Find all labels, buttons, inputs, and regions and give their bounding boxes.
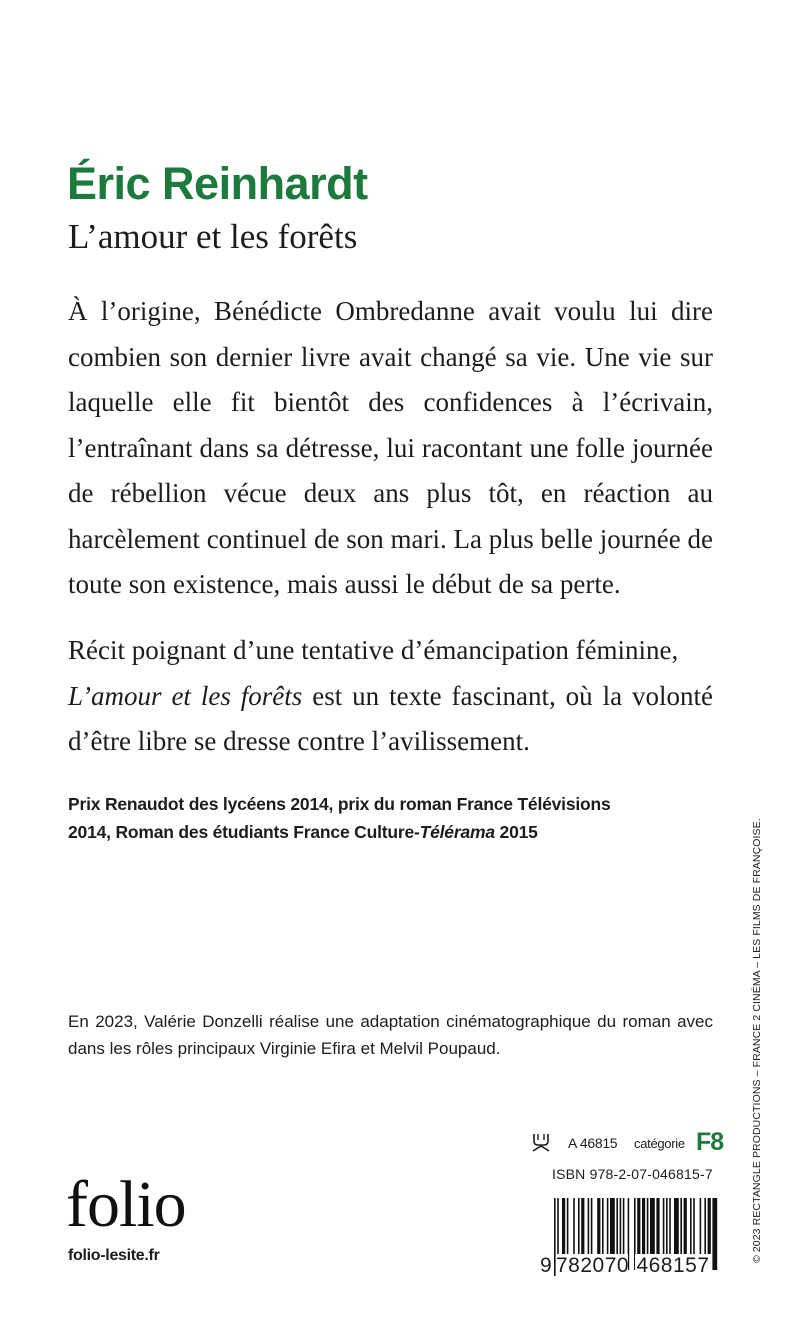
folio-logo: folio [66, 1168, 186, 1241]
blurb-paragraph-1: À l’origine, Bénédicte Ombredanne avait voulu lui dire combien son dernier livre avait changé sa vie. Une vie sur laquelle elle fit bientôt des confidences à l’écrivain, l’entraînant dans sa détresse, lui racontant une folle journée de rébellion vécue deux ans plus tôt, en réaction au harcèlement continuel de son mari. La plus belle journée de toute son existence, mais aussi le début de sa perte. [68, 296, 713, 599]
category-label: catégorie [634, 1136, 685, 1151]
prizes-line-1: Prix Renaudot des lycéens 2014, prix du roman France Télévisions [68, 794, 611, 814]
prizes-list [68, 790, 748, 846]
blurb-paragraph-2 [68, 628, 713, 765]
category-code: F8 [696, 1128, 724, 1156]
isbn-number: ISBN 978-2-07-046815-7 [552, 1166, 713, 1182]
author-name: Éric Reinhardt [67, 158, 368, 209]
prizes-telerama: Télérama [419, 822, 495, 842]
publisher-website: folio-lesite.fr [68, 1247, 160, 1264]
prizes-line-2-end: 2015 [494, 822, 538, 842]
prizes-line-2-start: 2014, Roman des étudiants France Culture- [68, 822, 420, 842]
publisher-mark-icon [530, 1131, 552, 1153]
product-code: A 46815 [568, 1135, 618, 1151]
blurb-book-title-italic: L’amour et les forêts [68, 680, 303, 711]
barcode-lead-digit: 9 [540, 1254, 552, 1277]
copyright-credit: © 2023 RECTANGLE PRODUCTIONS – FRANCE 2 CINÉMA – LES FILMS DE FRANÇOISE. [751, 818, 763, 1263]
barcode-digits [540, 1253, 720, 1279]
barcode-group-1: 782070 [556, 1254, 630, 1277]
barcode-group-2: 468157 [636, 1254, 710, 1277]
book-title: L’amour et les forêts [68, 217, 358, 256]
blurb-paragraph-2-intro: Récit poignant d’une tentative d’émancipation féminine, [68, 635, 679, 665]
blurb-paragraph-2-rest: est un texte fascinant, où la volonté d’être libre se dresse contre l’avilissement. [68, 680, 714, 756]
adaptation-note: En 2023, Valérie Donzelli réalise une adaptation cinématographique du roman avec dans les rôles principaux Virginie Efira et Melvil Poupaud. [68, 1012, 713, 1058]
product-code-row [530, 1128, 724, 1156]
